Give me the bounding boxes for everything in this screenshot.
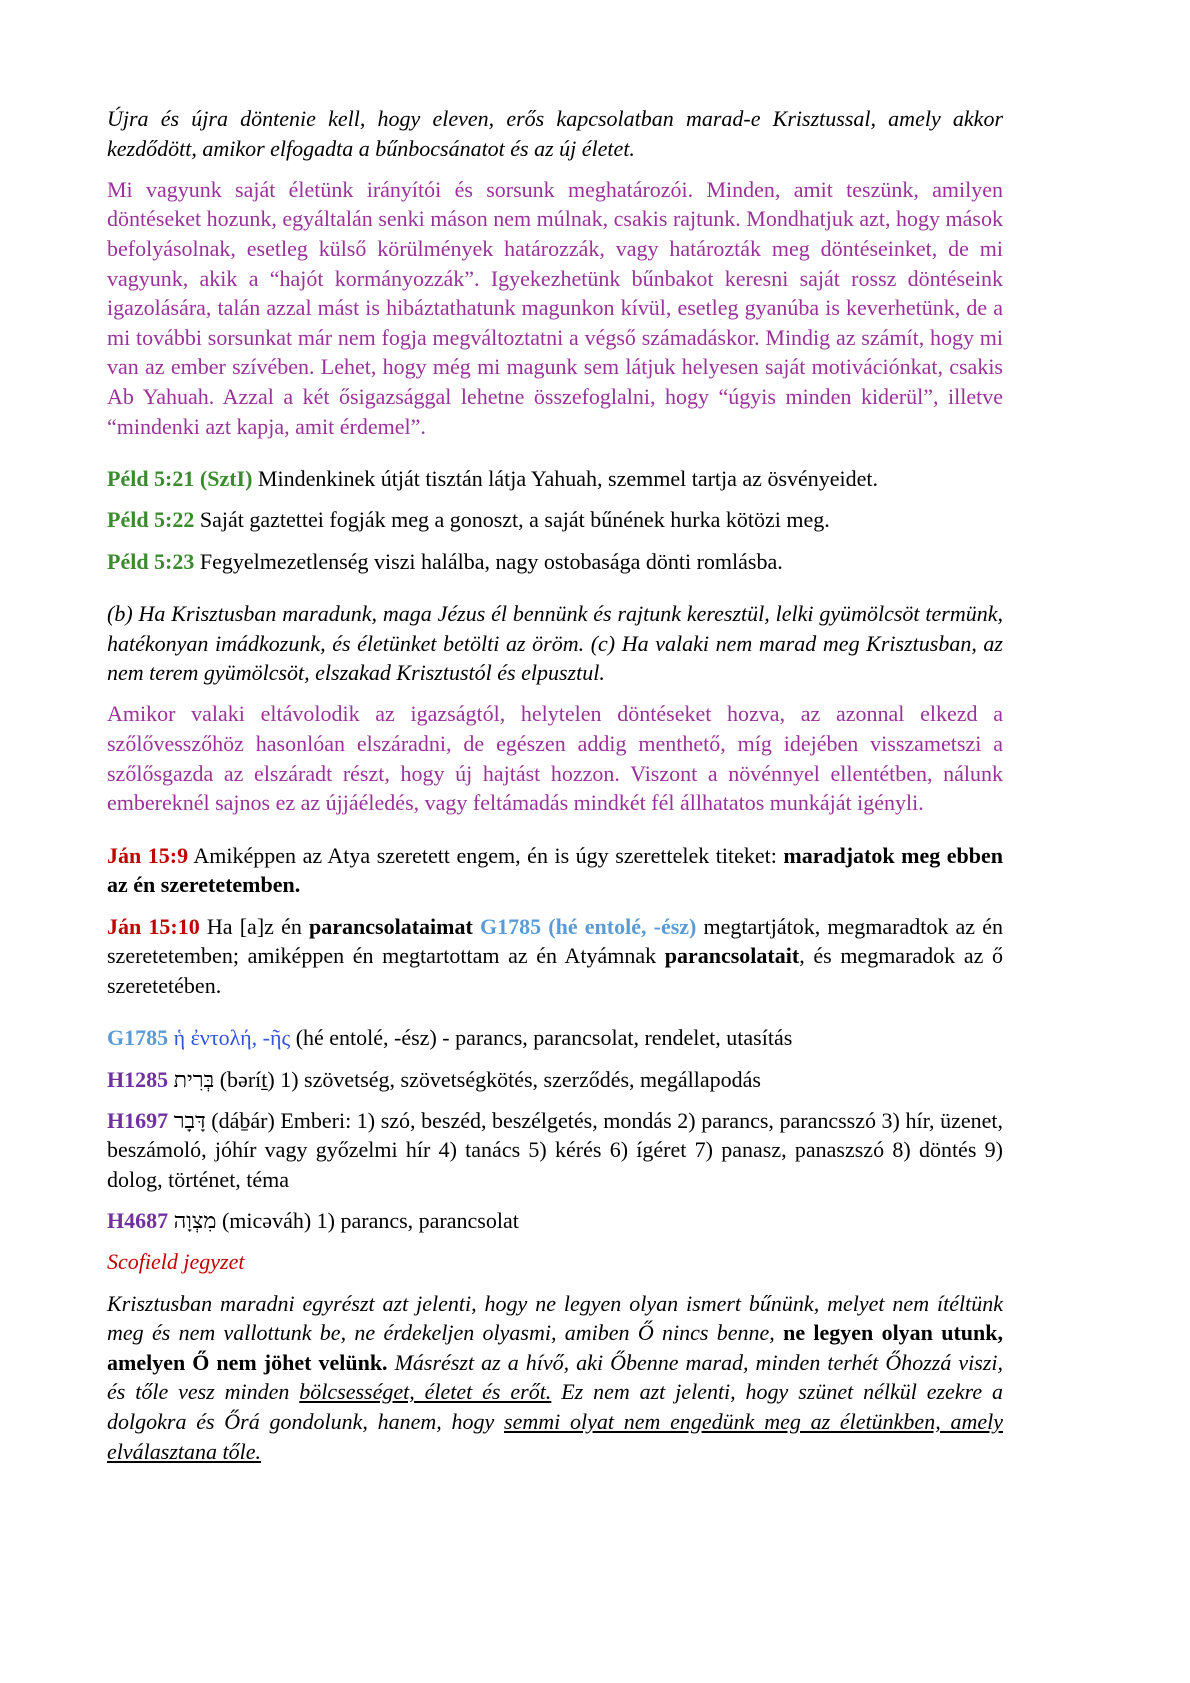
verse-reference: Ján 15:10 (107, 913, 200, 939)
lexicon-original-word: דָּבָר (173, 1107, 206, 1133)
lexicon-definition: (micəváh) 1) parancs, parancsolat (221, 1208, 519, 1234)
verse-text: , és megmaradok az ő szeretetében. (107, 943, 1003, 998)
verse-text: Ha [a]z én (199, 913, 310, 939)
lexicon-code: G1785 (107, 1025, 169, 1051)
scofield-text: Krisztusban maradni egyrészt azt jelenti, hogy ne legyen olyan ismert bűnünk, melyet nem ítéltünk meg és nem vallottunk be, ne érdekeljen olyasmi, amiben Ő nincs benne, (107, 1290, 1003, 1346)
commentary-paragraph: Mi vagyunk saját életünk irányítói és sorsunk meghatározói. Minden, amit teszünk, amilyen döntéseket hozunk, egyáltalán senki máson nem múlnak, csakis rajtunk. Mondhatjuk azt, hogy mások befolyásolnak, esetleg külső körülmények határozzák, vagy határozták meg döntéseinket, de mi vagyunk, akik a “hajót kormányozzák”. Igyekezhetünk bűnbakot keresni saját rossz döntéseink igazolására, talán azzal mást is hibáztathatunk magunkon kívül, esetleg gyanúba is keverhetünk, de a mi további sorsunkat már nem fogja megváltoztatni a végső számadáskor. Mindig az számít, hogy mi van az ember szívében. Lehet, hogy még mi magunk sem látjuk helyesen saját motivációnkat, csakis Ab Yahuah. Azzal a két ősigazsággal lehetne összefoglalni, hogy “úgyis minden kiderül”, illetve “mindenki azt kapja, amit érdemel”. (107, 176, 1003, 439)
verse-paragraph (107, 912, 1003, 1001)
verse-reference: Ján 15:9 (107, 842, 189, 868)
verse-paragraph (107, 841, 1003, 900)
scofield-text: Ez nem azt jelenti, hogy szünet nélkül ezekre a dolgokra és Őrá gondolunk, hanem, hogy (107, 1379, 1003, 1434)
verse-emphasis: maradjatok meg ebben az én szeretetemben. (107, 842, 1003, 898)
lexicon-entry (107, 1106, 1003, 1195)
verse-reference: Péld 5:23 (107, 548, 195, 574)
scofield-text: Másrészt az a hívő, aki Őbenne marad, minden terhét Őhozzá viszi, és tőle vesz minden (107, 1349, 1003, 1405)
verse-text: Saját gaztettei fogják meg a gonoszt, a saját bűnének hurka kötözi meg. (194, 507, 830, 533)
verse-paragraph (107, 464, 1003, 494)
verse-paragraph (107, 505, 1003, 535)
scofield-underlined: bölcsességet, életet és erőt. (299, 1379, 552, 1405)
verse-text: Mindenkinek útját tisztán látja Yahuah, szemmel tartja az ösvényeidet. (252, 466, 879, 492)
strong-number: G1785 (hé entolé, -ész) (479, 913, 697, 939)
verse-emphasis: parancsolataimat (309, 913, 473, 939)
verse-emphasis: parancsolatait (664, 943, 800, 969)
verse-text (473, 914, 480, 939)
scofield-emphasis: ne legyen olyan utunk, amelyen Ő nem jöhet velünk. (107, 1320, 1003, 1375)
lexicon-entry (107, 1065, 1003, 1095)
verse-text: Amiképpen az Atya szeretett engem, én is úgy szerettelek titeket: (188, 842, 784, 868)
verse-text: megtartjátok, megmaradtok az én szeretetemben; amiképpen én megtartottam az én Atyámnak (107, 913, 1003, 969)
intro-paragraph: Újra és újra döntenie kell, hogy eleven, erős kapcsolatban marad-e Krisztussal, amely akkor kezdődött, amikor elfogadta a bűnbocsánatot és az új életet. (107, 106, 1003, 161)
commentary-paragraph: Amikor valaki eltávolodik az igazságtól, helytelen döntéseket hozva, az azonnal elkezd a szőlővesszőhöz hasonlóan elszáradni, de egészen addig menthető, míg idejében visszametszi a szőlősgazda az elszáradt részt, hogy új hajtást hozzon. Viszont a növénnyel ellentétben, nálunk embereknél sajnos ez az újjáéledés, vagy feltámadás mindkét fél állhatatos munkáját igényli. (107, 701, 1003, 816)
scofield-note (107, 1289, 1003, 1467)
lexicon-original-word: ἡ ἐντολή, -ῆς (173, 1025, 291, 1051)
lexicon-code: H1697 (107, 1107, 169, 1133)
lexicon-original-word: מִצְוָה (173, 1208, 217, 1234)
lexicon-entry (107, 1023, 1003, 1053)
lexicon-code: H4687 (107, 1208, 169, 1234)
lexicon-definition: (hé entolé, -ész) - parancs, parancsolat, rendelet, utasítás (295, 1025, 793, 1051)
verse-text: Fegyelmezetlenség viszi halálba, nagy ostobasága dönti romlásba. (194, 548, 783, 574)
lexicon-entry (107, 1206, 1003, 1236)
lexicon-code: H1285 (107, 1066, 169, 1092)
note-paragraph: (b) Ha Krisztusban maradunk, maga Jézus él bennünk és rajtunk keresztül, lelki gyümölcsöt termünk, hatékonyan imádkozunk, és életünket betölti az öröm. (c) Ha valaki nem marad meg Krisztusban, az nem terem gyümölcsöt, elszakad Krisztustól és elpusztul. (107, 601, 1003, 686)
scofield-underlined: semmi olyat nem engedünk meg az életünkben, amely elválasztana tőle. (107, 1408, 1003, 1464)
lexicon-definition: (dáḇár) Emberi: 1) szó, beszéd, beszélgetés, mondás 2) parancs, parancsszó 3) hír, üzenet, beszámoló, jóhír vagy győzelmi hír 4) tanács 5) kérés 6) ígéret 7) panasz, panaszszó 8) döntés 9) dolog, történet, téma (107, 1107, 1004, 1192)
verse-reference: Péld 5:22 (107, 507, 195, 533)
scofield-heading: Scofield jegyzet (107, 1249, 245, 1275)
verse-paragraph (107, 547, 1003, 577)
lexicon-original-word: בְּרִית (173, 1066, 215, 1092)
verse-reference: Péld 5:21 (SztI) (107, 466, 253, 492)
lexicon-definition: (bərít̠) 1) szövetség, szövetségkötés, szerződés, megállapodás (219, 1066, 761, 1092)
